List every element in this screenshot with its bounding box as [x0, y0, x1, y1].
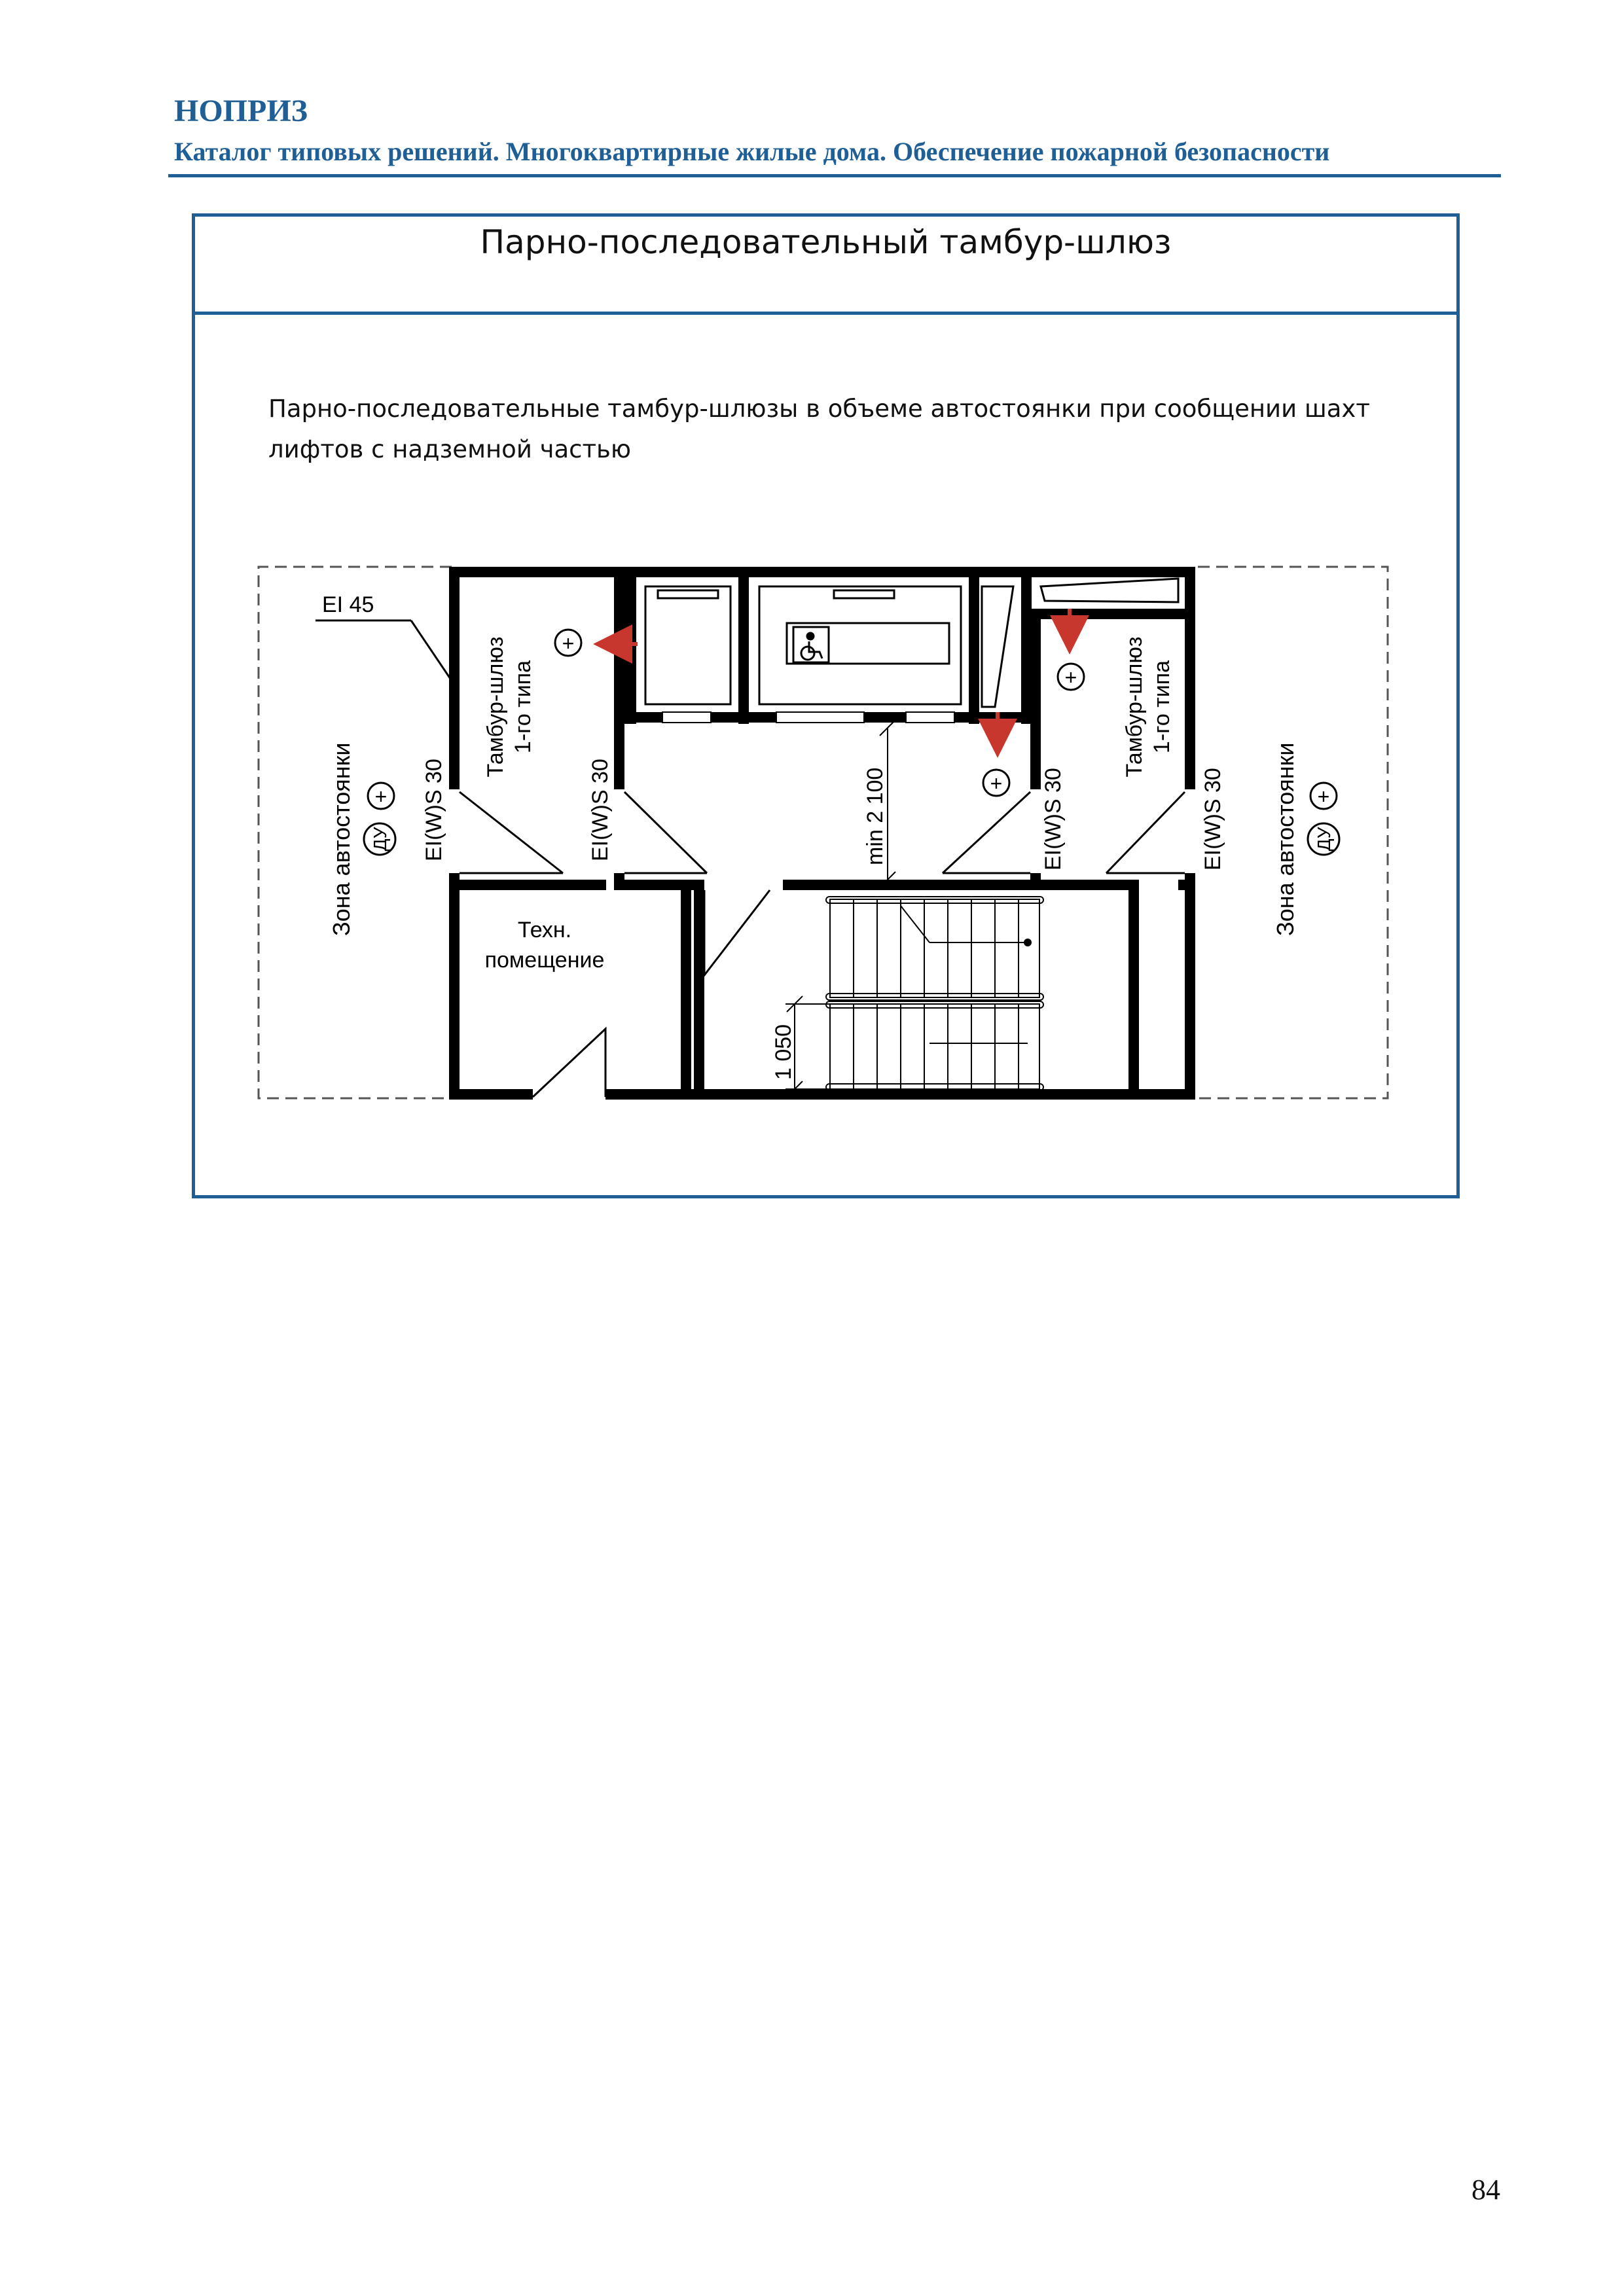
- door-label-2: EI(W)S 30: [588, 759, 613, 861]
- vestibule-left-line-1: Тамбур-шлюз: [483, 636, 508, 778]
- vestibule-right-line-2: 1-го типа: [1149, 660, 1174, 754]
- zone-label-left: Зона автостоянки: [328, 742, 355, 936]
- pressure-plus-2: +: [1064, 666, 1077, 689]
- zone-label-right: Зона автостоянки: [1272, 742, 1299, 936]
- tech-room-line-1: Техн.: [517, 918, 572, 942]
- accessibility-icon: [793, 627, 829, 662]
- page-number: 84: [1471, 2174, 1500, 2206]
- door-label-3: EI(W)S 30: [1041, 768, 1066, 870]
- door-label-1: EI(W)S 30: [422, 759, 446, 861]
- smoke-exhaust-symbols: [364, 823, 1339, 855]
- stair-start-dot: [1024, 939, 1032, 946]
- vestibule-right-line-1: Тамбур-шлюз: [1122, 636, 1147, 778]
- smoke-exhaust-left: ДУ: [370, 827, 390, 852]
- pressure-plus-3: +: [990, 772, 1003, 795]
- vestibule-left-line-2: 1-го типа: [511, 660, 535, 754]
- smoke-exhaust-right: ДУ: [1314, 827, 1334, 852]
- pressure-plus-4: +: [374, 785, 388, 808]
- elevator-fire: [759, 586, 961, 704]
- pressure-plus-1: +: [562, 632, 575, 655]
- dimension-stair-width: 1 050: [771, 1024, 796, 1080]
- ei45-leader: [316, 620, 452, 681]
- catalog-subtitle: Каталог типовых решений. Многоквартирные жилые дома. Обеспечение пожарной безопасности: [174, 137, 1330, 166]
- door-swings: [460, 792, 1185, 1097]
- organization-name: НОПРИЗ: [174, 94, 308, 128]
- elevator-left: [645, 586, 731, 704]
- section-title: Парно-последовательный тамбур-шлюз: [480, 223, 1172, 261]
- dimension-min-height: min 2 100: [863, 767, 888, 865]
- wall-fire-rating: EI 45: [322, 592, 374, 617]
- staircase: [826, 897, 1043, 1090]
- utility-shaft: [982, 579, 1178, 707]
- pressure-plus-5: +: [1317, 785, 1330, 808]
- door-label-4: EI(W)S 30: [1200, 768, 1225, 870]
- elevator-doors: [662, 712, 954, 723]
- description-line-1: Парно-последовательные тамбур-шлюзы в объеме автостоянки при сообщении шахт: [268, 395, 1370, 423]
- description-line-2: лифтов с надземной частью: [268, 435, 632, 463]
- tech-room-line-2: помещение: [484, 948, 605, 973]
